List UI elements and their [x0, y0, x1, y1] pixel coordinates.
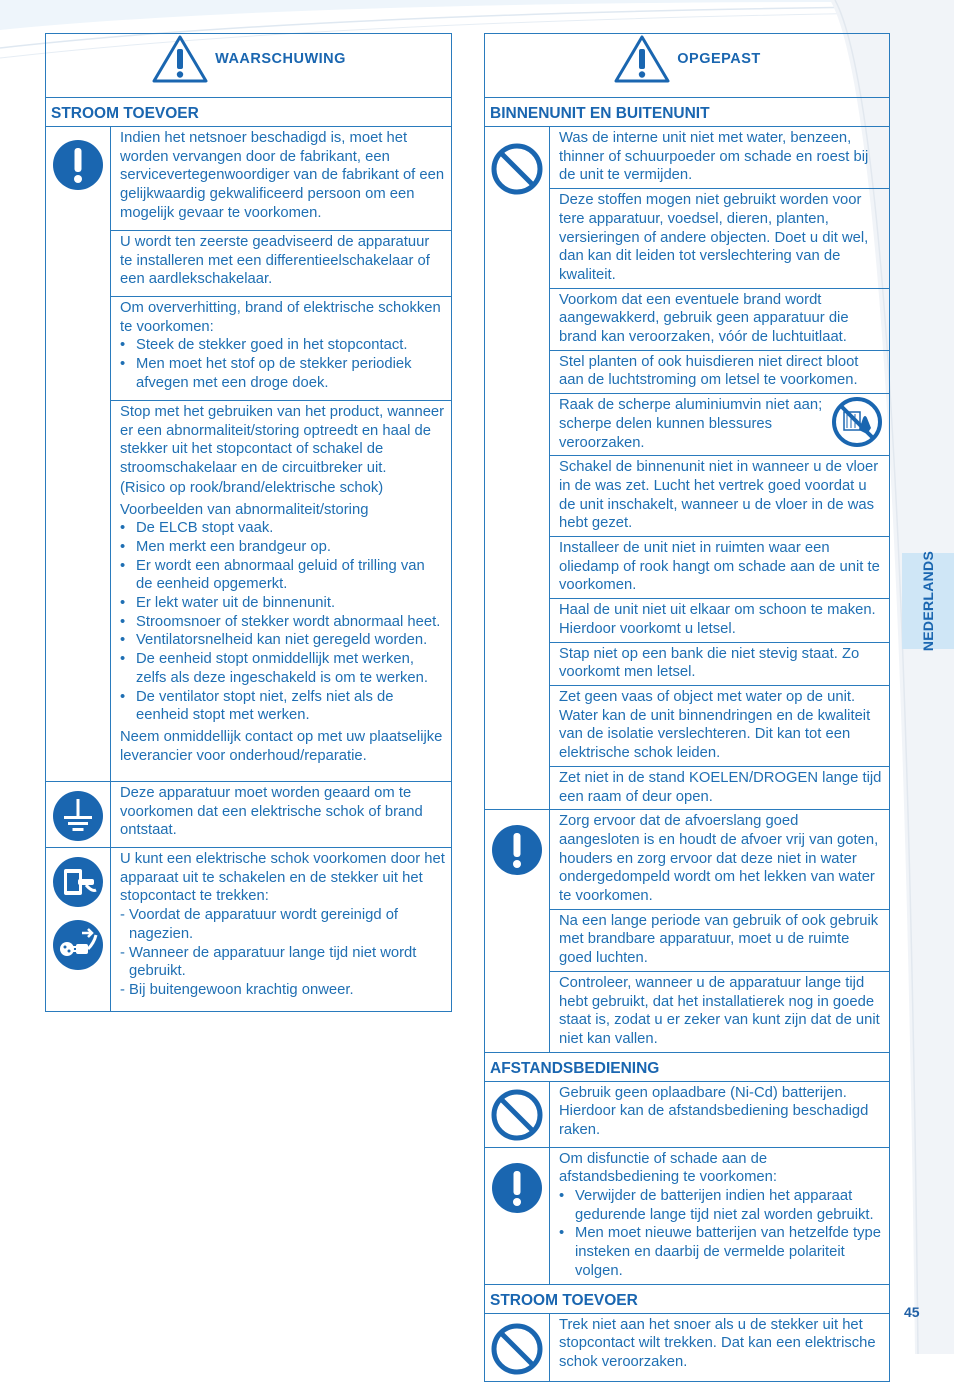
text-no-vase: Zet geen vaas of object met water op de unit. Water kan de unit binnendringen en de kwaliteit van de isolatie verslechteren. Dit kan tot een elektrische schok leiden.: [550, 685, 890, 766]
list-item: • Men merkt een brandgeur op.: [120, 538, 331, 555]
mandatory-exclamation-icon: [491, 1162, 543, 1214]
caution-triangle-icon: [613, 34, 671, 84]
warning-column: [45, 33, 452, 1012]
overheat-block: [111, 297, 452, 401]
examples-label: Voorbeelden van abnormaliteit/storing: [120, 501, 369, 518]
list-item: • De ventilator stopt niet, zelfs niet als de eenheid stopt met werken.: [120, 688, 394, 724]
list-item: • Er lekt water uit de binnenunit.: [120, 595, 336, 612]
text-plants-pets: Stel planten of ook huisdieren niet direct bloot aan de luchtstroming om letsel te voorkomen.: [550, 350, 890, 393]
disconnect-plug-icon: [52, 919, 104, 971]
list-item: • Steek de stekker goed in het stopcontact.: [120, 337, 408, 354]
warning-triangle-icon: [151, 34, 209, 84]
language-tab-label: NEDERLANDS: [920, 550, 936, 652]
section-title-power-supply: STROOM TOEVOER: [46, 98, 452, 127]
list-item: • Men moet nieuwe batterijen van hetzelfde type insteken en daarbij de vermelde polariteit volgen.: [559, 1225, 881, 1279]
list-item: - Wanneer de apparatuur lange tijd niet wordt gebruikt.: [120, 944, 417, 980]
unplug-intro: U kunt een elektrische schok voorkomen door het apparaat uit te schakelen en de stekker uit het stopcontact te trekken:: [120, 851, 445, 905]
caution-heading: OPGEPAST: [677, 51, 761, 67]
prohibited-icon: [490, 1088, 544, 1142]
caution-column: [484, 33, 890, 1382]
text-power-cord-replace: Indien het netsnoer beschadigd is, moet het worden vervangen door de fabrikant, een servicevertegenwoordiger van de fabrikant of een gelijkwaardig gekwalificeerd persoon om een mogelijk gevaar te voorkomen.: [111, 127, 452, 231]
ground-earth-icon: [52, 790, 104, 842]
prohibited-icon: [490, 1322, 544, 1376]
mandatory-exclamation-icon: [491, 824, 543, 876]
text-no-rechargeable: Gebruik geen oplaadbare (Ni-Cd) batterijen. Hierdoor kan de afstandsbediening beschadigd raken.: [550, 1081, 890, 1147]
text-no-washing: Was de interne unit niet met water, benzeen, thinner of schuurpoeder om schade en roest bij de unit te vermijden.: [550, 127, 890, 189]
remote-battery-block: [550, 1147, 890, 1284]
page-number: 45: [904, 1304, 920, 1320]
unplug-block: [111, 848, 452, 1012]
text-delicate-objects: Deze stoffen mogen niet gebruikt worden voor tere apparatuur, voedsel, dieren, planten, versieringen of andere objecten. Doet u dit wel, dan kan dit leiden tot verslechtering van de kwaliteit.: [550, 189, 890, 289]
text-no-disassemble: Haal de unit niet uit elkaar om schoon te maken. Hierdoor voorkomt u letsel.: [550, 599, 890, 642]
list-item: - Voordat de apparatuur wordt gereinigd of nagezien.: [120, 907, 399, 942]
text-floor-wax: Schakel de binnenunit niet in wanneer u de vloer in de was zet. Lucht het vertrek goed voordat u de unit inschakelt, wanneer u de vloer in de was hebt gezet.: [550, 456, 890, 537]
contact-dealer: Neem onmiddellijk contact op met uw plaatselijke leverancier voor onderhoud/reparatie.: [120, 728, 443, 764]
list-item: • Er wordt een abnormaal geluid of trilling van de eenheid opgemerkt.: [120, 557, 425, 593]
mandatory-exclamation-icon: [52, 139, 104, 191]
unplug-socket-icon: [52, 856, 104, 908]
warning-heading: WAARSCHUWING: [215, 51, 346, 67]
section-title-power-supply-2: STROOM TOEVOER: [485, 1284, 890, 1313]
text-no-pull-cord: Trek niet aan het snoer als u de stekker uit het stopcontact wilt trekken. Dat kan een elektrische schok veroorzaken.: [550, 1313, 890, 1381]
text-grounding: Deze apparatuur moet worden geaard om te voorkomen dat een elektrische schok of brand ontstaat.: [111, 782, 452, 848]
abnormality-block: [111, 401, 452, 782]
no-touch-fin-icon: [831, 396, 883, 448]
text-drain-hose: Zorg ervoor dat de afvoerslang goed aangesloten is en houdt de afvoer vrij van goten, houders en zorg ervoor dat deze niet in water ondergedompeld wordt om het lekken van water te voorkomen.: [550, 810, 890, 910]
list-item: • Ventilatorsnelheid kan niet geregeld worden.: [120, 632, 428, 649]
overheat-intro: Om oververhitting, brand of elektrische schokken te voorkomen:: [120, 300, 441, 335]
text-unstable-bench: Stap niet op een bank die niet stevig staat. Zo voorkomt men letsel.: [550, 642, 890, 685]
text-window-open: Zet niet in de stand KOELEN/DROGEN lange tijd een raam of deur open.: [550, 766, 890, 809]
list-item: - Bij buitengewoon krachtig onweer.: [120, 981, 354, 998]
text-oil-smoke: Installeer de unit niet in ruimten waar een oliedamp of rook hangt om schade aan de unit te voorkomen.: [550, 537, 890, 599]
text-aluminium-fin: Raak de scherpe aluminiumvin niet aan; scherpe delen kunnen blessures veroorzaken.: [559, 397, 823, 451]
section-title-indoor-outdoor: BINNENUNIT EN BUITENUNIT: [485, 98, 890, 127]
section-title-remote: AFSTANDSBEDIENING: [485, 1052, 890, 1081]
stop-use-intro: Stop met het gebruiken van het product, wanneer er een abnormaliteit/storing optreedt en haal de stekker uit het stopcontact of schakel de stroomschakelaar en de circuitbreker uit.: [120, 404, 445, 477]
list-item: • Verwijder de batterijen indien het apparaat gedurende lange tijd niet zal worden gebruikt.: [559, 1188, 874, 1223]
list-item: • Men moet het stof op de stekker periodiek afvegen met een droge doek.: [120, 356, 412, 391]
text-check-rack: Controleer, wanneer u de apparatuur lange tijd hebt gebruikt, dat het installatierek nog in goede staat is, zodat u er zeker van kunt zijn dat de unit niet kan vallen.: [550, 971, 890, 1052]
aluminium-fin-block: [550, 394, 890, 456]
text-rcd-advice: U wordt ten zeerste geadviseerd de apparatuur te installeren met een differentieelschakelaar of een aardlekschakelaar.: [111, 231, 452, 297]
list-item: • Stroomsnoer of stekker wordt abnormaal heet.: [120, 613, 441, 630]
text-fire-outlet: Voorkom dat een eventuele brand wordt aangewakkerd, gebruik geen apparatuur die brand kan veroorzaken, vóór de luchtuitlaat.: [550, 288, 890, 350]
risk-note: (Risico op rook/brand/elektrische schok): [120, 479, 384, 496]
list-item: • De ELCB stopt vaak.: [120, 520, 274, 537]
list-item: • De eenheid stopt onmiddellijk met werken, zelfs als deze ingeschakeld is om te werken.: [120, 651, 428, 686]
remote-intro: Om disfunctie of schade aan de afstandsbediening te voorkomen:: [559, 1150, 777, 1186]
text-ventilate: Na een lange periode van gebruik of ook gebruik met brandbare apparatuur, moet u de ruimte goed luchten.: [550, 909, 890, 971]
prohibited-icon: [490, 142, 544, 196]
